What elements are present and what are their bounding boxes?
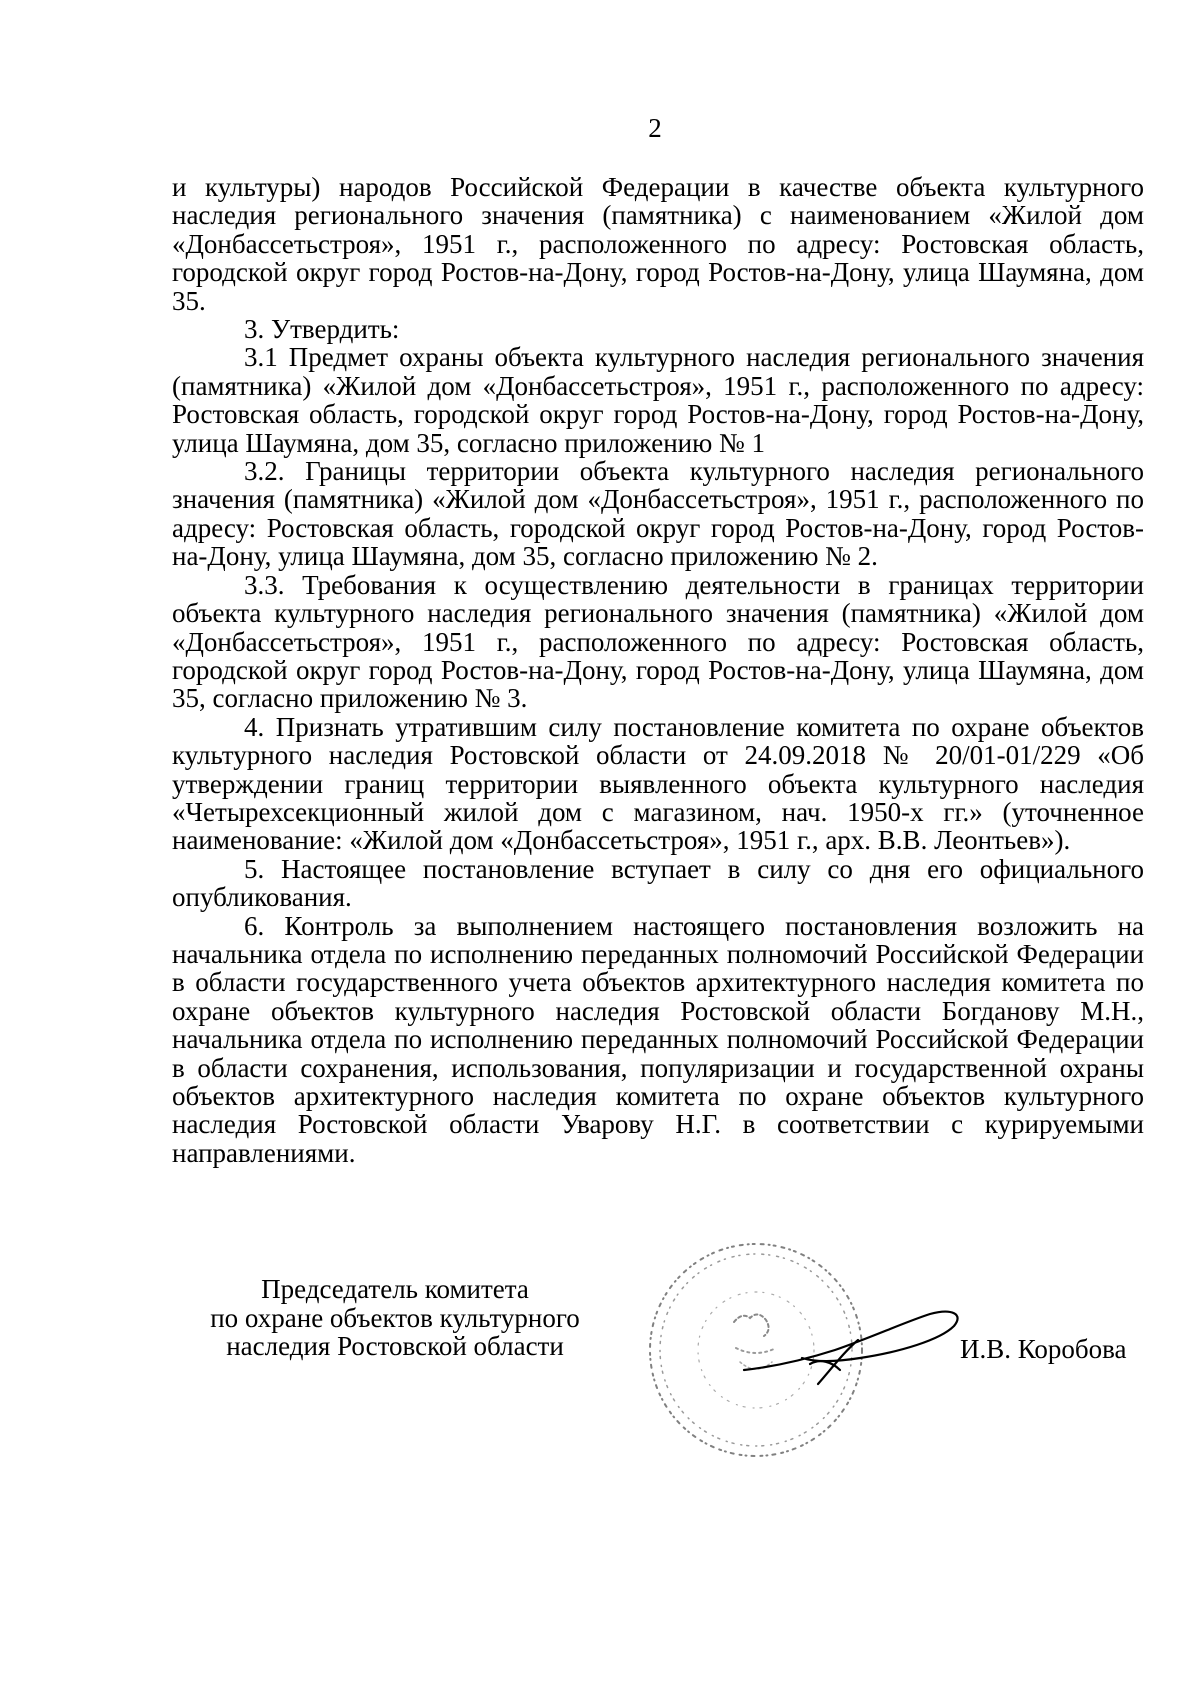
signer-title-line: наследия Ростовской области	[226, 1331, 564, 1362]
paragraph-item-3: 3. Утвердить:	[244, 314, 400, 345]
signer-title-line: по охране объектов культурного	[210, 1302, 580, 1333]
signer-name: И.В. Коробова	[960, 1334, 1127, 1364]
paragraph-item-6: 6. Контроль за выполнением настоящего постановления возложить на начальника отдела по исполнению переданных полномочий Российской Федерации в области государственного учета объектов архитектурного наследия комитета по охране объектов культурного наследия Ростовской области Богданову М.Н., начальника отдела по исполнению переданных полномочий Российской Федерации в области сохранения, использования, популяризации и государственной охраны объектов архитектурного наследия комитета по охране объектов культурного наследия Ростовской области Уварову Н.Г. в соответствии с курируемыми направлениями.	[172, 910, 1144, 1168]
document-body	[172, 173, 1144, 1167]
paragraph-item-3-2: 3.2. Границы территории объекта культурного наследия регионального значения (памятника) «Жилой дом «Донбассетьстроя», 1951 г., расположенного по адресу: Ростовская область, городской округ город Ростов-на-Дону, город Ростов-на-Дону, улица Шаумяна, дом 35, согласно приложению № 2.	[172, 456, 1144, 572]
page-number: 2	[648, 113, 662, 143]
paragraph-item-3-3: 3.3. Требования к осуществлению деятельности в границах территории объекта культурного наследия регионального значения (памятника) «Жилой дом «Донбассетьстроя», 1951 г., расположенного по адресу: Ростовская область, городской округ город Ростов-на-Дону, город Ростов-на-Дону, улица Шаумяна, дом 35, согласно приложению № 3.	[172, 569, 1144, 714]
paragraph-item-5: 5. Настоящее постановление вступает в силу со дня его официального опубликования.	[172, 853, 1144, 913]
paragraph-item-3-1: 3.1 Предмет охраны объекта культурного наследия регионального значения (памятника) «Жилой дом «Донбассетьстроя», 1951 г., расположенного по адресу: Ростовская область, городской округ город Ростов-на-Дону, город Ростов-на-Дону, улица Шаумяна, дом 35, согласно приложению № 1	[172, 342, 1144, 458]
paragraph-item-4: 4. Признать утратившим силу постановление комитета по охране объектов культурного наследия Ростовской области от 24.09.2018 № 20/01-01/229 «Об утверждении границ территории выявленного объекта культурного наследия «Четырехсекционный жилой дом с магазином, нач. 1950-х гг.» (уточненное наименование: «Жилой дом «Донбассетьстроя», 1951 г., арх. В.В. Леонтьев»).	[172, 711, 1144, 856]
signature-icon	[740, 1300, 965, 1395]
paragraph-continuation: и культуры) народов Российской Федерации в качестве объекта культурного наследия регионального значения (памятника) с наименованием «Жилой дом «Донбассетьстроя», 1951 г., расположенного по адресу: Ростовская область, городской округ город Ростов-на-Дону, город Ростов-на-Дону, улица Шаумяна, дом 35.	[172, 172, 1144, 316]
signer-title	[190, 1275, 600, 1361]
signer-title-line: Председатель комитета	[261, 1274, 529, 1304]
